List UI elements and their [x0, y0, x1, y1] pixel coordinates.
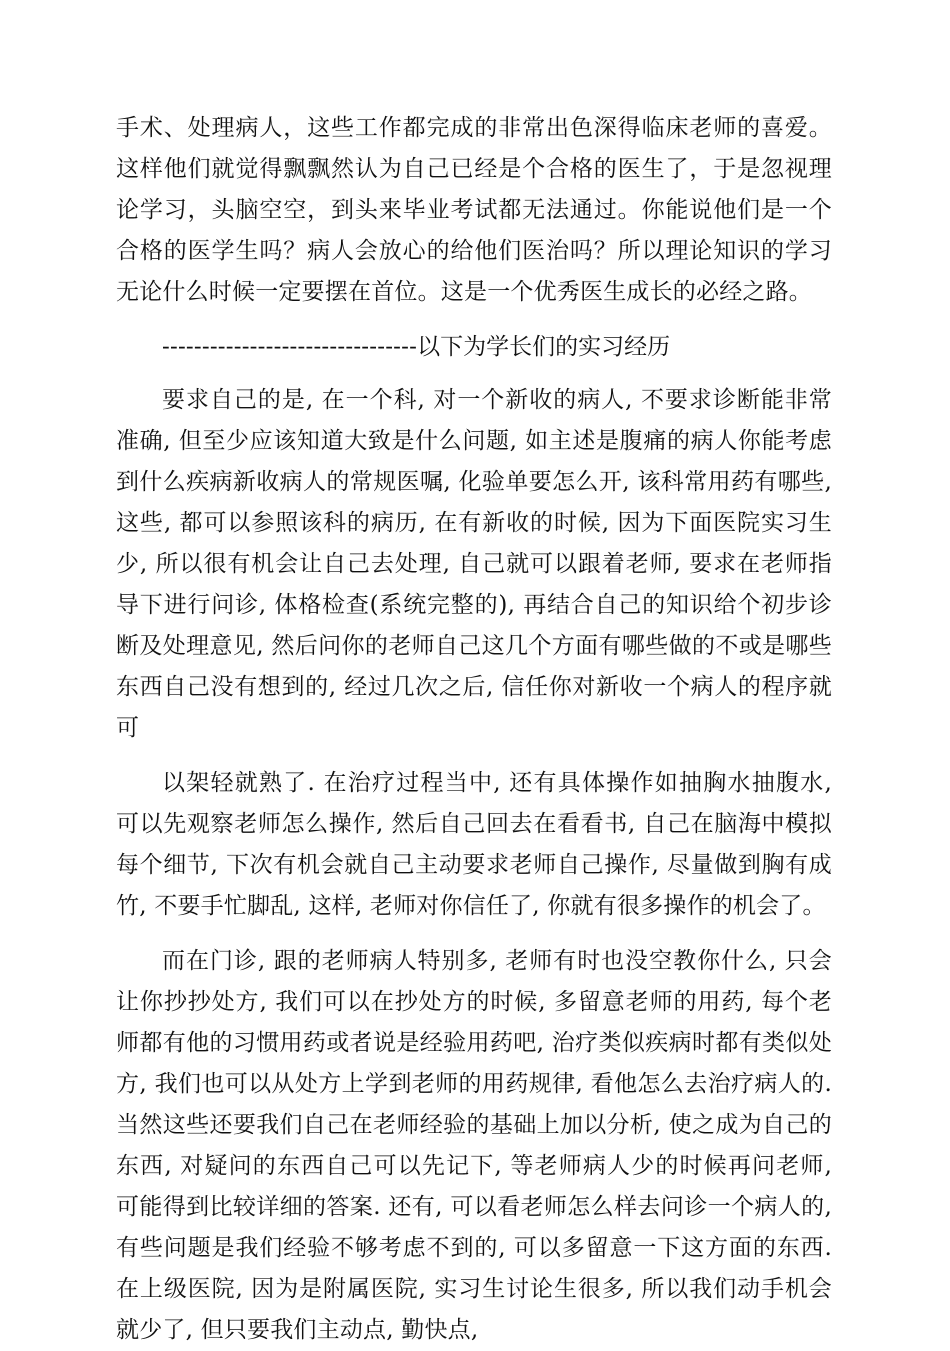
paragraph-1: 手术、处理病人，这些工作都完成的非常出色深得临床老师的喜爱。这样他们就觉得飘飘然认为自己已经是个合格的医生了，于是忽视理论学习，头脑空空，到头来毕业考试都无法通过。你能说他们是一个合格的医学生吗？病人会放心的给他们医治吗？所以理论知识的学习无论什么时候一定要摆在首位。这是一个优秀医生成长的必经之路。 [116, 115, 832, 305]
paragraph-4: 而在门诊, 跟的老师病人特别多, 老师有时也没空教你什么, 只会让你抄抄处方, 我们可以在抄处方的时候, 多留意老师的用药, 每个老师都有他的习惯用药或者说是经验用药吧, 治疗类似疾病时都有类似处方, 我们也可以从处方上学到老师的用药规律, 看他怎么去治疗病人的. 当然这些还要我们自己在老师经验的基础上加以分析, 使之成为自己的东西, 对疑问的东西自己可以先记下, 等老师病人少的时候再问老师, 可能得到比较详细的答案. 还有, 可以看老师怎么样去问诊一个病人的, 有些问题是我们经验不够考虑不到的, 可以多留意一下这方面的东西. 在上级医院, 因为是附属医院, 实习生讨论生很多, 所以我们动手机会就少了, 但只要我们主动点, 勤快点, [116, 948, 832, 1343]
section-heading: 以下为学长们的实习经历 [417, 334, 671, 360]
paragraph-3: 以架轻就熟了. 在治疗过程当中, 还有具体操作如抽胸水抽腹水, 可以先观察老师怎么操作, 然后自己回去在看看书, 自己在脑海中模拟每个细节, 下次有机会就自己主动要求老师自己操作, 尽量做到胸有成竹, 不要手忙脚乱, 这样, 老师对你信任了, 你就有很多操作的机会了。 [116, 770, 832, 919]
separator-dashes: -------------------------------- [162, 334, 418, 360]
document-body [116, 108, 832, 1351]
section-separator [116, 327, 832, 368]
paragraph-2: 要求自己的是, 在一个科, 对一个新收的病人, 不要求诊断能非常准确, 但至少应该知道大致是什么问题, 如主述是腹痛的病人你能考虑到什么疾病新收病人的常规医嘱, 化验单要怎么开, 该科常用药有哪些, 这些, 都可以参照该科的病历, 在有新收的时候, 因为下面医院实习生少, 所以很有机会让自己去处理, 自己就可以跟着老师, 要求在老师指导下进行问诊, 体格检查(系统完整的), 再结合自己的知识给个初步诊断及处理意见, 然后问你的老师自己这几个方面有哪些做的不或是哪些东西自己没有想到的, 经过几次之后, 信任你对新收一个病人的程序就可 [116, 387, 832, 741]
